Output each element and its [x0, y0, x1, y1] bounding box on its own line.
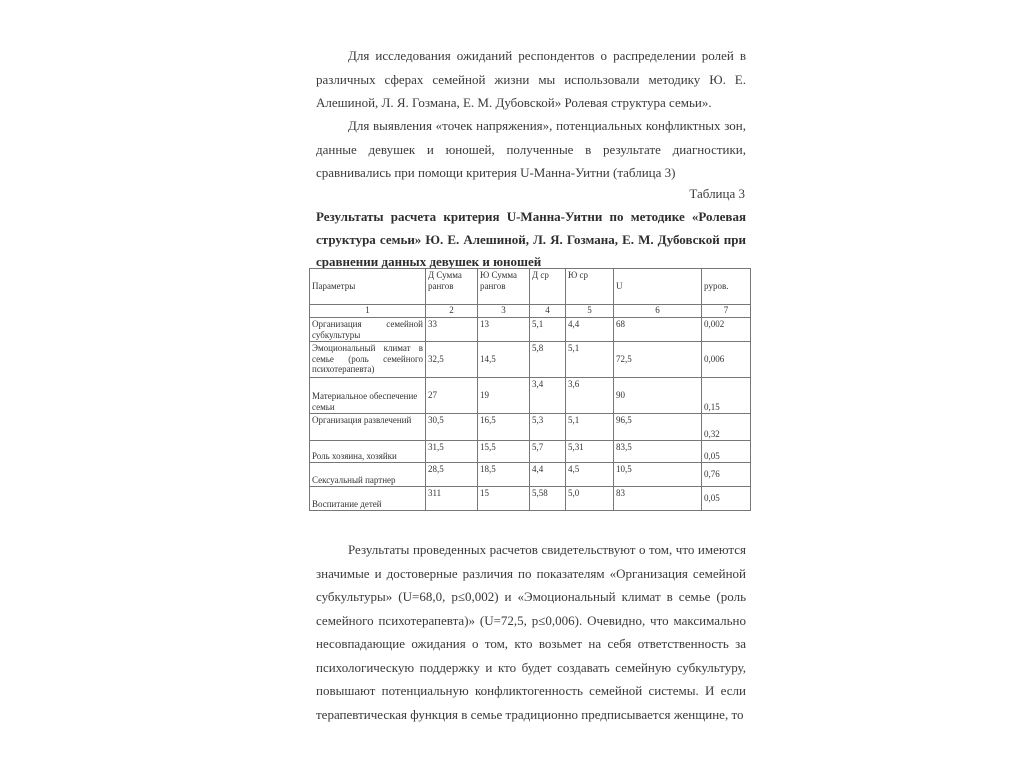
cell-girls-mean: 5,58 — [530, 487, 566, 511]
cell-u: 68 — [614, 318, 702, 342]
cell-p-level: 0,05 — [702, 487, 751, 511]
column-number: 4 — [530, 305, 566, 318]
cell-girls-mean: 5,8 — [530, 342, 566, 378]
row-parameter: Организация развлечений — [310, 414, 426, 441]
cell-u: 10,5 — [614, 463, 702, 487]
cell-boys-mean: 4,5 — [566, 463, 614, 487]
header-u: U — [614, 269, 702, 305]
cell-boys-rank-sum: 13 — [478, 318, 530, 342]
table-row — [310, 378, 751, 414]
cell-u: 96,5 — [614, 414, 702, 441]
table-row — [310, 414, 751, 441]
cell-girls-rank-sum: 27 — [426, 378, 478, 414]
row-parameter: Роль хозяина, хозяйки — [310, 441, 426, 463]
cell-girls-mean: 4,4 — [530, 463, 566, 487]
table-row — [310, 487, 751, 511]
table-row — [310, 463, 751, 487]
intro-paragraph-2: Для выявления «точек напряжения», потенциальных конфликтных зон, данные девушек и юношей, полученные в результате диагностики, сравнивались при помощи критерия U-Манна-Уитни (таблица 3) — [316, 118, 746, 180]
column-number: 6 — [614, 305, 702, 318]
cell-boys-mean: 3,6 — [566, 378, 614, 414]
header-p-level: pуров. — [702, 269, 751, 305]
cell-boys-rank-sum: 15,5 — [478, 441, 530, 463]
cell-girls-rank-sum: 32,5 — [426, 342, 478, 378]
column-number-row — [310, 305, 751, 318]
header-parameters: Параметры — [310, 269, 426, 305]
cell-p-level: 0,006 — [702, 342, 751, 378]
results-table — [309, 268, 751, 511]
cell-u: 72,5 — [614, 342, 702, 378]
cell-boys-mean: 5,1 — [566, 342, 614, 378]
cell-boys-mean: 4,4 — [566, 318, 614, 342]
cell-p-level: 0,32 — [702, 414, 751, 441]
cell-girls-mean: 5,7 — [530, 441, 566, 463]
cell-boys-mean: 5,31 — [566, 441, 614, 463]
cell-girls-mean: 5,1 — [530, 318, 566, 342]
cell-girls-rank-sum: 311 — [426, 487, 478, 511]
cell-boys-mean: 5,1 — [566, 414, 614, 441]
column-number: 7 — [702, 305, 751, 318]
cell-p-level: 0,05 — [702, 441, 751, 463]
table-header-row — [310, 269, 751, 305]
cell-girls-rank-sum: 31,5 — [426, 441, 478, 463]
cell-boys-rank-sum: 19 — [478, 378, 530, 414]
intro-paragraph-1: Для исследования ожиданий респондентов о распределении ролей в различных сферах семейной жизни мы использовали методику Ю. Е. Алешиной, Л. Я. Гозмана, Е. М. Дубовской» Ролевая структура семьи». — [316, 48, 746, 110]
cell-u: 83 — [614, 487, 702, 511]
row-parameter: Материальное обеспечение семьи — [310, 378, 426, 414]
cell-u: 83,5 — [614, 441, 702, 463]
header-girls-rank-sum: Д Сумма рангов — [426, 269, 478, 305]
table-row — [310, 318, 751, 342]
column-number: 3 — [478, 305, 530, 318]
column-number: 2 — [426, 305, 478, 318]
cell-u: 90 — [614, 378, 702, 414]
cell-girls-mean: 5,3 — [530, 414, 566, 441]
table-number-label: Таблица 3 — [689, 186, 745, 201]
table-row — [310, 342, 751, 378]
cell-boys-rank-sum: 15 — [478, 487, 530, 511]
cell-boys-rank-sum: 16,5 — [478, 414, 530, 441]
header-boys-mean: Ю ср — [566, 269, 614, 305]
header-boys-rank-sum: Ю Сумма рангов — [478, 269, 530, 305]
cell-p-level: 0,76 — [702, 463, 751, 487]
row-parameter: Организация семейной субкультуры — [310, 318, 426, 342]
column-number: 5 — [566, 305, 614, 318]
table-row — [310, 441, 751, 463]
cell-girls-mean: 3,4 — [530, 378, 566, 414]
cell-p-level: 0,002 — [702, 318, 751, 342]
row-parameter: Эмоциональный климат в семье (роль семейного психотерапевта) — [310, 342, 426, 378]
row-parameter: Воспитание детей — [310, 487, 426, 511]
results-paragraph: Результаты проведенных расчетов свидетельствуют о том, что имеются значимые и достоверные различия по показателям «Организация семейной субкультуры» (U=68,0, p≤0,002) и «Эмоциональный климат в семье (роль семейного психотерапевта)» (U=72,5, p≤0,006). Очевидно, что максимально несовпадающие ожидания о том, кто возьмет на себя ответственность за психологическую поддержку и кто будет создавать семейную субкультуру, повышают потенциальную конфликтогенность семейной системы. И если терапевтическая функция в семье традиционно предписывается женщине, то — [316, 542, 746, 722]
cell-p-level: 0,15 — [702, 378, 751, 414]
column-number: 1 — [310, 305, 426, 318]
row-parameter: Сексуальный партнер — [310, 463, 426, 487]
cell-girls-rank-sum: 30,5 — [426, 414, 478, 441]
header-girls-mean: Д ср — [530, 269, 566, 305]
cell-boys-rank-sum: 18,5 — [478, 463, 530, 487]
cell-boys-mean: 5,0 — [566, 487, 614, 511]
table-title: Результаты расчета критерия U-Манна-Уитни по методике «Ролевая структура семьи» Ю. Е. Алешиной, Л. Я. Гозмана, Е. М. Дубовской при сравнении данных девушек и юношей — [316, 209, 746, 269]
cell-girls-rank-sum: 28,5 — [426, 463, 478, 487]
cell-girls-rank-sum: 33 — [426, 318, 478, 342]
cell-boys-rank-sum: 14,5 — [478, 342, 530, 378]
